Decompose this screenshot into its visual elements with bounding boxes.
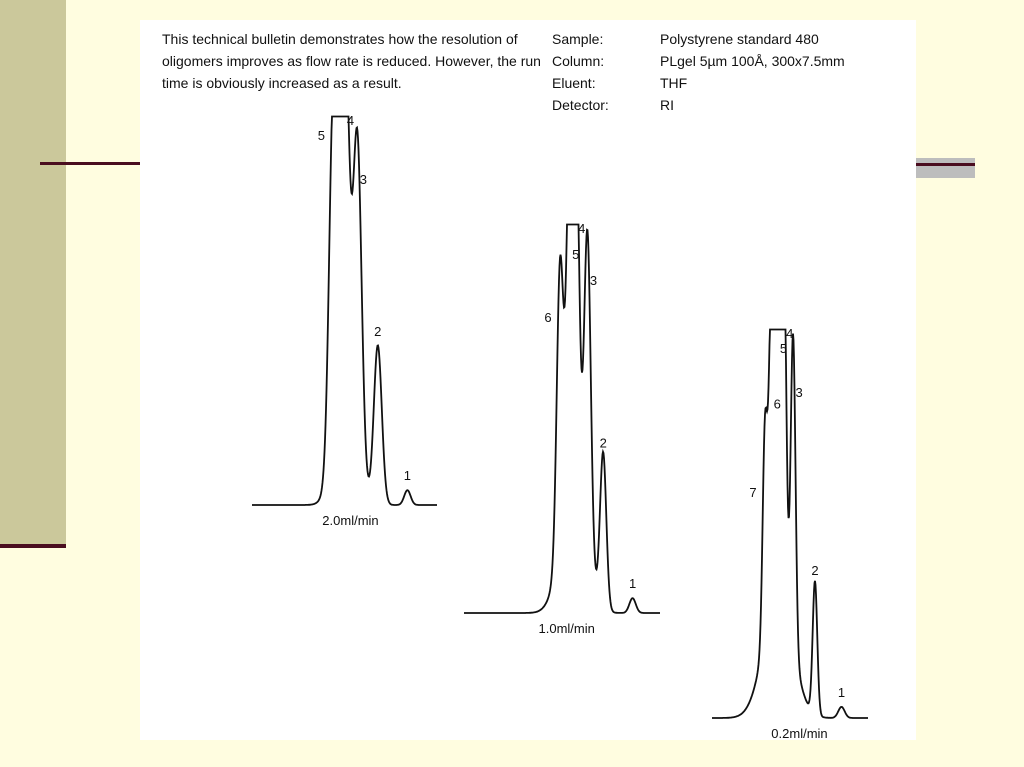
peak-label: 7 bbox=[749, 485, 757, 501]
condition-label: Detector: bbox=[552, 97, 609, 113]
peak-label: 3 bbox=[359, 172, 368, 188]
title-rule-right bbox=[915, 163, 975, 166]
intro-text: This technical bulletin demonstrates how the resolution of oligomers improves as flow rate is reduced. However, the run time is obviously increased as a result. bbox=[162, 31, 541, 91]
sidebar-underline bbox=[0, 544, 66, 548]
peak-label: 2 bbox=[811, 562, 819, 578]
trace-line bbox=[252, 117, 437, 506]
peak-label: 3 bbox=[589, 272, 598, 288]
condition-label: Sample: bbox=[552, 31, 604, 47]
peak-label: 4 bbox=[786, 326, 794, 341]
peak-label: 6 bbox=[773, 396, 781, 412]
peak-label: 2 bbox=[374, 323, 382, 339]
trace-line bbox=[464, 225, 660, 614]
peak-label: 4 bbox=[346, 113, 355, 128]
peak-label: 5 bbox=[572, 246, 580, 262]
flow-rate-label: 2.0ml/min bbox=[322, 513, 379, 528]
peak-label: 1 bbox=[837, 684, 846, 700]
chromatogram-1 bbox=[464, 221, 660, 636]
peak-label: 2 bbox=[599, 435, 607, 451]
peak-label: 5 bbox=[779, 340, 788, 356]
flow-rate-label: 1.0ml/min bbox=[538, 621, 595, 636]
title-rule-right-gray bbox=[915, 158, 975, 178]
chromatogram-0 bbox=[252, 113, 437, 528]
chromatograms bbox=[140, 20, 916, 740]
peak-label: 1 bbox=[403, 468, 412, 484]
sidebar-band bbox=[0, 0, 66, 546]
flow-rate-label: 0.2ml/min bbox=[771, 726, 828, 740]
chromatogram-figure bbox=[140, 20, 916, 740]
trace-line bbox=[712, 330, 868, 719]
peak-label: 3 bbox=[795, 385, 803, 401]
peak-label: 5 bbox=[317, 127, 326, 143]
peak-label: 6 bbox=[544, 309, 552, 325]
peak-label: 4 bbox=[578, 221, 586, 236]
peak-label: 1 bbox=[628, 576, 637, 592]
condition-value: PLgel 5µm 100Å, 300x7.5mm bbox=[660, 53, 845, 69]
chromatogram-2 bbox=[712, 326, 868, 740]
condition-value: THF bbox=[660, 75, 688, 91]
condition-value: RI bbox=[660, 97, 674, 113]
condition-value: Polystyrene standard 480 bbox=[660, 31, 819, 47]
condition-label: Column: bbox=[552, 53, 605, 69]
condition-label: Eluent: bbox=[552, 75, 596, 91]
